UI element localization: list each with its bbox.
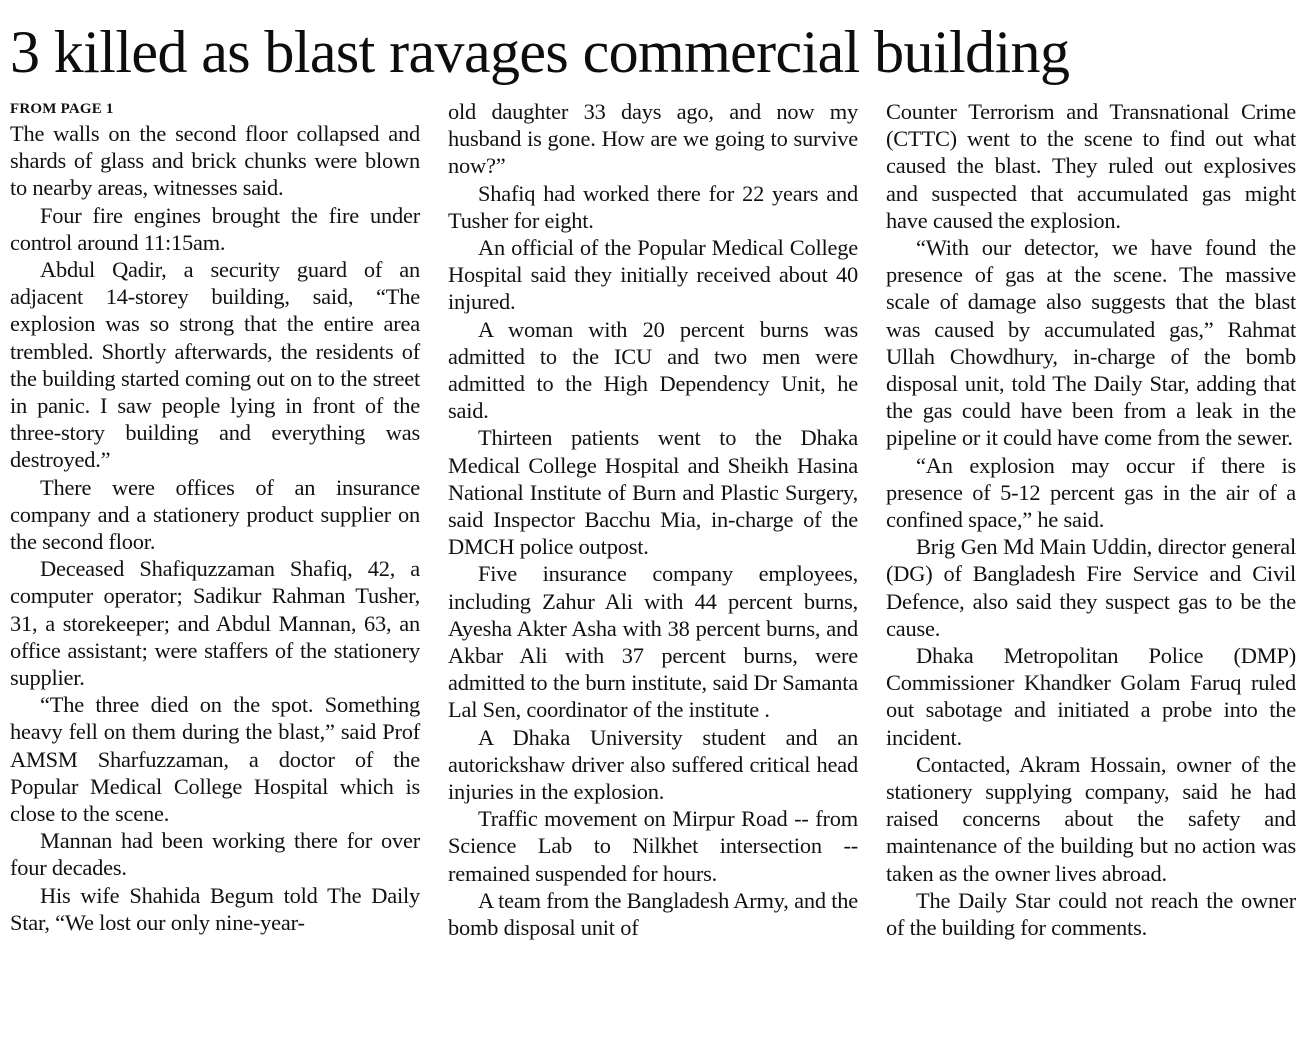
paragraph: His wife Shahida Begum told The Daily Star, “We lost our only nine-year- xyxy=(10,882,420,935)
article-column-2 xyxy=(448,98,858,941)
paragraph: Five insurance company employees, including Zahur Ali with 44 percent burns, Ayesha Akter Asha with 38 percent burns, and Akbar Ali with 37 percent burns, were admitted to the burn institute, said Dr Samanta Lal Sen, coordinator of the institute . xyxy=(448,561,858,723)
article-column-1 xyxy=(10,98,420,936)
paragraph: A Dhaka University student and an autorickshaw driver also suffered critical head injuries in the explosion. xyxy=(448,724,858,805)
paragraph: Counter Terrorism and Transnational Crime (CTTC) went to the scene to find out what caused the blast. They ruled out explosives and suspected that accumulated gas might have caused the explosion. xyxy=(886,99,1296,233)
paragraph: A woman with 20 percent burns was admitted to the ICU and two men were admitted to the High Dependency Unit, he said. xyxy=(448,316,858,424)
paragraph: Four fire engines brought the fire under control around 11:15am. xyxy=(10,202,420,255)
paragraph: “With our detector, we have found the presence of gas at the scene. The massive scale of damage also suggests that the blast was caused by accumulated gas,” Rahmat Ullah Chowdhury, in-charge of the bomb disposal unit, told The Daily Star, adding that the gas could have been from a leak in the pipeline or it could have come from the sewer. xyxy=(886,235,1296,451)
paragraph: An official of the Popular Medical College Hospital said they initially received about 40 injured. xyxy=(448,235,858,315)
paragraph: Deceased Shafiquzzaman Shafiq, 42, a computer operator; Sadikur Rahman Tusher, 31, a storekeeper; and Abdul Mannan, 63, an office assistant; were staffers of the stationery supplier. xyxy=(10,556,420,691)
paragraph: Thirteen patients went to the Dhaka Medical College Hospital and Sheikh Hasina National Institute of Burn and Plastic Surgery, said Inspector Bacchu Mia, in-charge of the DMCH police outpost. xyxy=(448,425,858,560)
headline: 3 killed as blast ravages commercial building xyxy=(10,19,1070,85)
continuation-label: FROM PAGE 1 xyxy=(10,101,114,117)
article-column-3 xyxy=(886,98,1296,941)
paragraph: Shafiq had worked there for 22 years and Tusher for eight. xyxy=(448,180,858,233)
paragraph: “An explosion may occur if there is presence of 5-12 percent gas in the air of a confined space,” he said. xyxy=(886,452,1296,533)
paragraph: The walls on the second floor collapsed and shards of glass and brick chunks were blown to nearby areas, witnesses said. xyxy=(10,121,420,201)
paragraph: old daughter 33 days ago, and now my husband is gone. How are we going to survive now?” xyxy=(448,99,858,179)
paragraph: The Daily Star could not reach the owner of the building for comments. xyxy=(886,887,1296,941)
paragraph: Dhaka Metropolitan Police (DMP) Commissioner Khandker Golam Faruq ruled out sabotage and initiated a probe into the incident. xyxy=(886,643,1296,750)
paragraph: Traffic movement on Mirpur Road -- from Science Lab to Nilkhet intersection -- remained suspended for hours. xyxy=(448,806,858,886)
paragraph: There were offices of an insurance company and a stationery product supplier on the second floor. xyxy=(10,474,420,555)
paragraph: Abdul Qadir, a security guard of an adjacent 14-storey building, said, “The explosion was so strong that the entire area trembled. Shortly afterwards, the residents of the building started coming out on to the street in panic. I saw people lying in front of the three-story building and everything was destroyed.” xyxy=(10,257,420,473)
paragraph: A team from the Bangladesh Army, and the bomb disposal unit of xyxy=(448,887,858,941)
paragraph: “The three died on the spot. Something heavy fell on them during the blast,” said Prof AMSM Sharfuzzaman, a doctor of the Popular Medical College Hospital which is close to the scene. xyxy=(10,692,420,827)
paragraph: Mannan had been working there for over four decades. xyxy=(10,828,420,881)
paragraph: Contacted, Akram Hossain, owner of the stationery supplying company, said he had raised concerns about the safety and maintenance of the building but no action was taken as the owner lives abroad. xyxy=(886,751,1296,886)
paragraph: Brig Gen Md Main Uddin, director general (DG) of Bangladesh Fire Service and Civil Defence, also said they suspect gas to be the cause. xyxy=(886,534,1296,641)
